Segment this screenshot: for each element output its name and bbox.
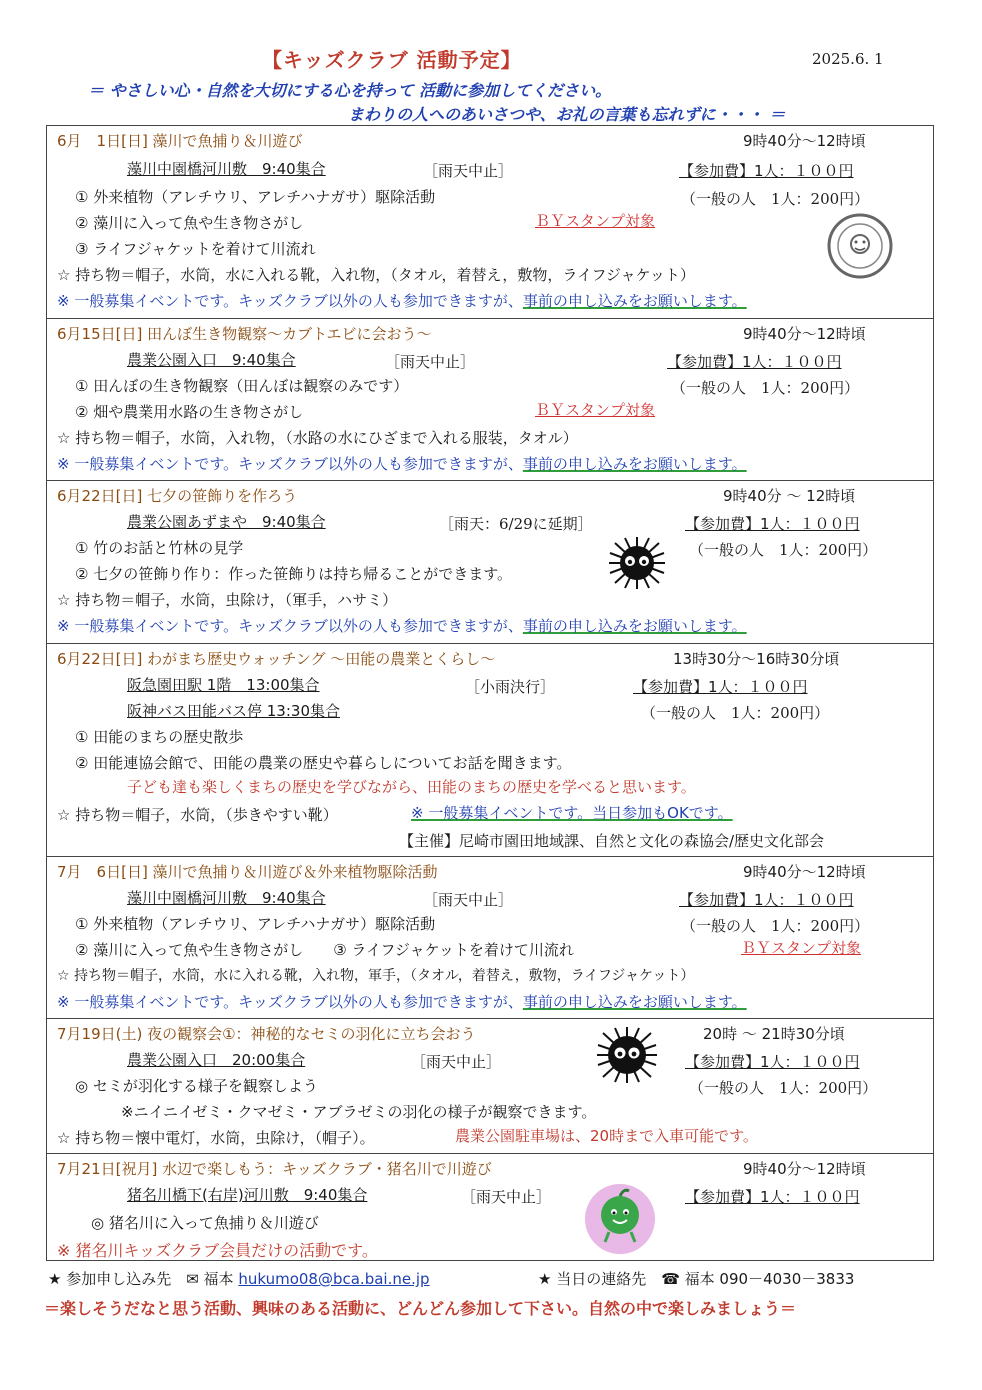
fee: 【参加費】1人：１００円 bbox=[685, 1188, 860, 1206]
event-0601 bbox=[47, 126, 933, 319]
organizer: 【主催】尼崎市園田地域課、自然と文化の森協会/歴史文化部会 bbox=[399, 832, 825, 850]
event-title: 7月 6日[日] 藻川で魚捕り＆川遊び＆外来植物駆除活動 bbox=[57, 863, 438, 881]
stamp-badge: ＢＹスタンプ対象 bbox=[535, 401, 656, 419]
event-time: 9時40分 ～ 12時頃 bbox=[723, 487, 856, 505]
rain-policy: ［雨天中止］ bbox=[411, 1053, 502, 1071]
nature-culture-stamp-icon bbox=[825, 211, 895, 281]
meeting-place: 猪名川橋下(右岸)河川敷 9:40集合 bbox=[127, 1186, 368, 1204]
meeting-place-1: 阪急園田駅 1階 13:00集合 bbox=[127, 676, 320, 694]
item-2: ② 七夕の笹飾り作り：作った笹飾りは持ち帰ることができます。 bbox=[75, 565, 513, 583]
general-note: ※ 一般募集イベントです。キッズクラブ以外の人も参加できますが、事前の申し込みをお願いします。 bbox=[57, 292, 747, 310]
item-3: ③ ライフジャケットを着けて川流れ bbox=[75, 240, 316, 258]
event-time: 9時40分～12時頃 bbox=[743, 863, 866, 881]
meeting-place: 藻川中園橋河川敷 9:40集合 bbox=[127, 889, 326, 907]
motto-line-2: まわりの人へのあいさつや、お礼の言葉も忘れずに・・・ ＝ bbox=[348, 105, 786, 124]
item-1: ① 田能のまちの歴史散歩 bbox=[75, 728, 244, 746]
item-2: ② 藻川に入って魚や生き物さがし bbox=[75, 214, 304, 232]
event-title: 6月 1日[日] 藻川で魚捕り＆川遊び bbox=[57, 132, 303, 150]
general-note: ※ 一般募集イベントです。キッズクラブ以外の人も参加できますが、事前の申し込みをお願いします。 bbox=[57, 993, 747, 1011]
event-0719 bbox=[47, 1019, 933, 1154]
fee: 【参加費】1人：１００円 bbox=[685, 1053, 860, 1071]
event-description: 子ども達も楽しくまちの歴史を学びながら、田能のまちの歴史を学べると思います。 bbox=[127, 778, 696, 796]
soot-sprite-icon bbox=[605, 533, 669, 593]
rain-policy: ［雨天中止］ bbox=[423, 162, 514, 180]
fee: 【参加費】1人：１００円 bbox=[633, 678, 808, 696]
stamp-badge: ＢＹスタンプ対象 bbox=[741, 939, 862, 957]
item-1: ① 外来植物（アレチウリ、アレチハナガサ）駆除活動 bbox=[75, 188, 436, 206]
item-2: ② 藻川に入って魚や生き物さがし ③ ライフジャケットを着けて川流れ bbox=[75, 941, 574, 959]
fee-general: （一般の人 1人：200円） bbox=[689, 1079, 878, 1097]
item-2: ② 畑や農業用水路の生き物さがし bbox=[75, 403, 304, 421]
apply-contact: ★ 参加申し込み先 ✉ 福本 hukumo08@bca.bai.ne.jp bbox=[48, 1270, 430, 1288]
event-title: 6月22日[日] わがまち歴史ウォッチング ～田能の農業とくらし～ bbox=[57, 650, 496, 668]
fee: 【参加費】1人：１００円 bbox=[679, 162, 854, 180]
day-contact: ★ 当日の連絡先 ☎ 福本 090－4030－3833 bbox=[538, 1270, 855, 1288]
fee: 【参加費】1人：１００円 bbox=[667, 353, 842, 371]
footer-message: ＝楽しそうだなと思う活動、興味のある活動に、どんどん参加して下さい。自然の中で楽しみましょう＝ bbox=[44, 1299, 797, 1318]
members-only-note: ※ 猪名川キッズクラブ会員だけの活動です。 bbox=[57, 1241, 378, 1260]
rain-policy: ［雨天：6/29に延期］ bbox=[439, 515, 593, 533]
rain-policy: ［雨天中止］ bbox=[461, 1188, 552, 1206]
meeting-place: 農業公園入口 9:40集合 bbox=[127, 351, 296, 369]
bring-list: ☆ 持ち物＝帽子，水筒，（歩きやすい靴） bbox=[57, 806, 338, 824]
rain-policy: ［雨天中止］ bbox=[423, 891, 514, 909]
stamp-badge: ＢＹスタンプ対象 bbox=[535, 212, 656, 230]
parking-note: 農業公園駐車場は、20時まで入車可能です。 bbox=[455, 1127, 758, 1145]
event-0615 bbox=[47, 319, 933, 481]
event-time: 9時40分～12時頃 bbox=[743, 325, 866, 343]
event-title: 7月21日[祝月] 水辺で楽しもう：キッズクラブ・猪名川で川遊び bbox=[57, 1160, 492, 1178]
item-2: ② 田能連協会館で、田能の農業の歴史や暮らしについてお話を聞きます。 bbox=[75, 754, 572, 772]
item-2: ※ニイニイゼミ・クマゼミ・アブラゼミの羽化の様子が観察できます。 bbox=[121, 1103, 597, 1121]
bring-list: ☆ 持ち物＝帽子，水筒，虫除け，（軍手，ハサミ） bbox=[57, 591, 398, 609]
fee-general: （一般の人 1人：200円） bbox=[681, 917, 870, 935]
event-0706 bbox=[47, 857, 933, 1019]
event-title: 6月22日[日] 七夕の笹飾りを作ろう bbox=[57, 487, 298, 505]
fee: 【参加費】1人：１００円 bbox=[679, 891, 854, 909]
event-time: 9時40分～12時頃 bbox=[743, 132, 866, 150]
meeting-place: 農業公園あずまや 9:40集合 bbox=[127, 513, 326, 531]
meeting-place: 藻川中園橋河川敷 9:40集合 bbox=[127, 160, 326, 178]
rain-policy: ［雨天中止］ bbox=[385, 353, 476, 371]
event-0622-tanabata bbox=[47, 481, 933, 644]
fee-general: （一般の人 1人：200円） bbox=[671, 379, 860, 397]
email-link[interactable]: hukumo08@bca.bai.ne.jp bbox=[238, 1270, 430, 1288]
event-title: 6月15日[日] 田んぼ生き物観察～カブトエビに会おう～ bbox=[57, 325, 432, 343]
fee-general: （一般の人 1人：200円） bbox=[689, 541, 878, 559]
motto-line-1: ＝ やさしい心・自然を大切にする心を持って 活動に参加してください。 bbox=[88, 81, 612, 100]
item-1: ◎ 猪名川に入って魚捕り＆川遊び bbox=[91, 1214, 319, 1232]
schedule-frame bbox=[46, 125, 934, 1261]
item-1: ① 竹のお話と竹林の見学 bbox=[75, 539, 244, 557]
event-time: 13時30分～16時30分頃 bbox=[673, 650, 840, 668]
bring-list: ☆ 持ち物＝帽子，水筒，入れ物，（水路の水にひざまで入れる服装，タオル） bbox=[57, 429, 578, 447]
item-1: ◎ セミが羽化する様子を観察しよう bbox=[75, 1077, 318, 1095]
event-title: 7月19日(土) 夜の観察会①：神秘的なセミの羽化に立ち会おう bbox=[57, 1025, 476, 1043]
fee-general: （一般の人 1人：200円） bbox=[681, 190, 870, 208]
soot-sprite-icon bbox=[593, 1023, 661, 1087]
event-0622-history bbox=[47, 644, 933, 857]
general-note: ※ 一般募集イベントです。キッズクラブ以外の人も参加できますが、事前の申し込みをお願いします。 bbox=[57, 455, 747, 473]
item-1: ① 田んぼの生き物観察（田んぼは観察のみです） bbox=[75, 377, 409, 395]
rain-policy: ［小雨決行］ bbox=[465, 678, 556, 696]
fee: 【参加費】1人：１００円 bbox=[685, 515, 860, 533]
bring-list: ☆ 持ち物＝懐中電灯，水筒，虫除け，（帽子）。 bbox=[57, 1129, 375, 1147]
event-0721 bbox=[47, 1154, 933, 1259]
page-title: 【キッズクラブ 活動予定】 bbox=[262, 48, 522, 72]
meeting-place-2: 阪神バス田能バス停 13:30集合 bbox=[127, 702, 340, 720]
item-1: ① 外来植物（アレチウリ、アレチハナガサ）駆除活動 bbox=[75, 915, 436, 933]
kids-club-mascot-icon bbox=[583, 1182, 657, 1256]
event-time: 9時40分～12時頃 bbox=[743, 1160, 866, 1178]
issue-date: 2025.6. 1 bbox=[812, 50, 884, 68]
walk-in-note: ※ 一般募集イベントです。当日参加もOKです。 bbox=[411, 804, 733, 822]
event-time: 20時 ～ 21時30分頃 bbox=[703, 1025, 845, 1043]
fee-general: （一般の人 1人：200円） bbox=[641, 704, 830, 722]
bring-list: ☆ 持ち物＝帽子，水筒，水に入れる靴，入れ物，（タオル，着替え，敷物，ライフジャケット） bbox=[57, 266, 695, 284]
general-note: ※ 一般募集イベントです。キッズクラブ以外の人も参加できますが、事前の申し込みをお願いします。 bbox=[57, 617, 747, 635]
bring-list: ☆ 持ち物＝帽子，水筒，水に入れる靴，入れ物，軍手，（タオル，着替え，敷物，ライフジャケット） bbox=[57, 968, 695, 984]
meeting-place: 農業公園入口 20:00集合 bbox=[127, 1051, 306, 1069]
